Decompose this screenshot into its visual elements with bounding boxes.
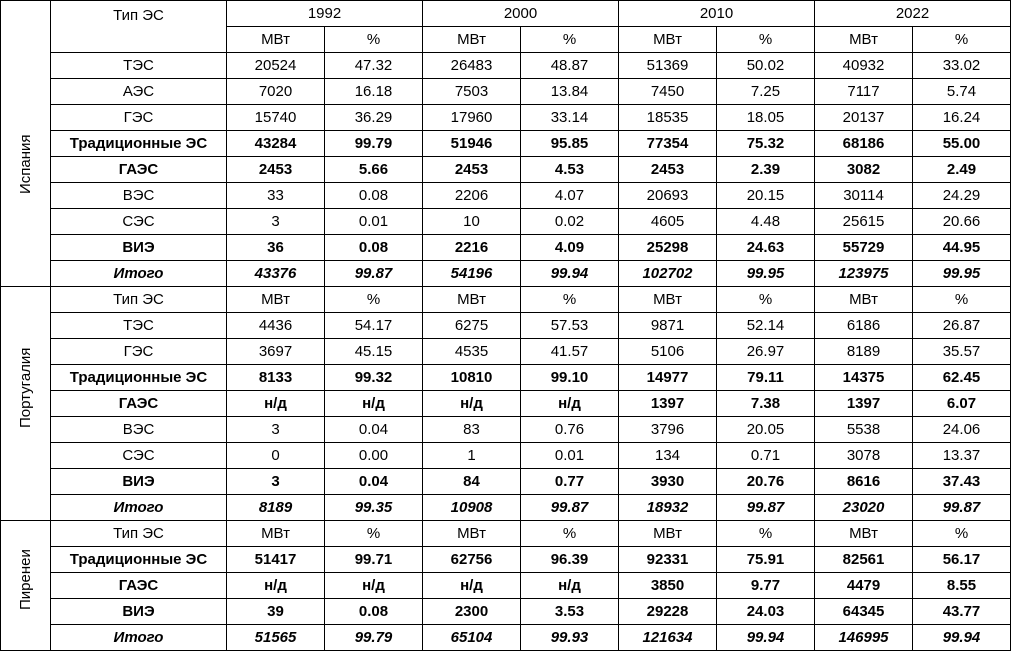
table-cell: 0.77 <box>521 469 619 495</box>
row-label: ТЭС <box>51 53 227 79</box>
table-cell: 65104 <box>423 625 521 651</box>
unit-header: % <box>717 27 815 53</box>
table-cell: 44.95 <box>913 235 1011 261</box>
table-cell: 62.45 <box>913 365 1011 391</box>
table-cell: 24.03 <box>717 599 815 625</box>
table-cell: 99.87 <box>521 495 619 521</box>
table-cell: 2453 <box>227 157 325 183</box>
table-body <box>1 1 1011 651</box>
row-label: СЭС <box>51 443 227 469</box>
table-cell: 3 <box>227 209 325 235</box>
table-cell: МВт <box>227 521 325 547</box>
table-cell: 102702 <box>619 261 717 287</box>
table-cell: 4.48 <box>717 209 815 235</box>
table-cell: 3082 <box>815 157 913 183</box>
table-cell: н/д <box>325 391 423 417</box>
row-label: ВЭС <box>51 183 227 209</box>
table-cell: 5.74 <box>913 79 1011 105</box>
table-cell: 99.87 <box>717 495 815 521</box>
table-cell: 0.02 <box>521 209 619 235</box>
table-cell: 6.07 <box>913 391 1011 417</box>
table-cell: н/д <box>423 391 521 417</box>
table-cell: н/д <box>521 391 619 417</box>
table-cell: 96.39 <box>521 547 619 573</box>
table-cell: 3 <box>227 469 325 495</box>
table-cell: 8616 <box>815 469 913 495</box>
table-row <box>1 79 1011 105</box>
table-cell: 0.08 <box>325 599 423 625</box>
row-label: Итого <box>51 625 227 651</box>
table-cell: 25298 <box>619 235 717 261</box>
table-cell: 2206 <box>423 183 521 209</box>
table-cell: 51369 <box>619 53 717 79</box>
table-cell: н/д <box>423 573 521 599</box>
row-label: АЭС <box>51 79 227 105</box>
table-cell: 2453 <box>619 157 717 183</box>
corner-cell <box>1 1 51 53</box>
table-cell: 7.38 <box>717 391 815 417</box>
table-cell: 9.77 <box>717 573 815 599</box>
table-cell: 2.49 <box>913 157 1011 183</box>
table-cell: 39 <box>227 599 325 625</box>
table-cell: 99.71 <box>325 547 423 573</box>
row-label: ГЭС <box>51 105 227 131</box>
table-cell: 20.05 <box>717 417 815 443</box>
table-cell: н/д <box>227 573 325 599</box>
table-cell: 2216 <box>423 235 521 261</box>
table-cell: 20693 <box>619 183 717 209</box>
table-row <box>1 391 1011 417</box>
table-cell: 10908 <box>423 495 521 521</box>
table-cell: 36 <box>227 235 325 261</box>
table-cell: 99.93 <box>521 625 619 651</box>
table-cell: 24.29 <box>913 183 1011 209</box>
table-row <box>1 287 1011 313</box>
table-cell: 4605 <box>619 209 717 235</box>
table-cell: 0.01 <box>521 443 619 469</box>
table-cell: 45.15 <box>325 339 423 365</box>
table-cell: 3 <box>227 417 325 443</box>
table-cell: 4.07 <box>521 183 619 209</box>
header-years-row <box>1 1 1011 27</box>
table-cell: 4.53 <box>521 157 619 183</box>
table-cell: 3078 <box>815 443 913 469</box>
table-cell: 54196 <box>423 261 521 287</box>
row-label: СЭС <box>51 209 227 235</box>
table-cell: 99.32 <box>325 365 423 391</box>
row-label: Тип ЭС <box>51 287 227 313</box>
table-row <box>1 599 1011 625</box>
table-cell: 18.05 <box>717 105 815 131</box>
table-cell: 30114 <box>815 183 913 209</box>
table-cell: 16.18 <box>325 79 423 105</box>
table-row <box>1 313 1011 339</box>
table-cell: % <box>913 287 1011 313</box>
table-cell: 10 <box>423 209 521 235</box>
table-cell: 57.53 <box>521 313 619 339</box>
row-label: Традиционные ЭС <box>51 547 227 573</box>
unit-header: МВт <box>227 27 325 53</box>
table-row <box>1 183 1011 209</box>
table-cell: 15740 <box>227 105 325 131</box>
table-cell: 3850 <box>619 573 717 599</box>
table-cell: 41.57 <box>521 339 619 365</box>
table-cell: 8.55 <box>913 573 1011 599</box>
table-cell: 99.87 <box>325 261 423 287</box>
table-cell: 92331 <box>619 547 717 573</box>
table-cell: 99.95 <box>913 261 1011 287</box>
table-cell: 20524 <box>227 53 325 79</box>
table-cell: 64345 <box>815 599 913 625</box>
table-cell: н/д <box>325 573 423 599</box>
type-header: Тип ЭС <box>51 1 227 53</box>
table-cell: 18932 <box>619 495 717 521</box>
table-row <box>1 521 1011 547</box>
table-cell: 3796 <box>619 417 717 443</box>
unit-header: % <box>325 27 423 53</box>
table-cell: 43284 <box>227 131 325 157</box>
section-label: Пиренеи <box>17 549 34 610</box>
table-cell: 5.66 <box>325 157 423 183</box>
table-cell: 3697 <box>227 339 325 365</box>
year-header: 2010 <box>619 1 815 27</box>
table-cell: 33.14 <box>521 105 619 131</box>
table-cell: 33 <box>227 183 325 209</box>
table-cell: 54.17 <box>325 313 423 339</box>
table-cell: 7450 <box>619 79 717 105</box>
table-cell: 75.91 <box>717 547 815 573</box>
table-cell: 99.79 <box>325 625 423 651</box>
table-row <box>1 495 1011 521</box>
table-cell: 5538 <box>815 417 913 443</box>
table-cell: 14977 <box>619 365 717 391</box>
table-cell: 17960 <box>423 105 521 131</box>
table-cell: 99.94 <box>913 625 1011 651</box>
row-label: ВЭС <box>51 417 227 443</box>
section-label: Испания <box>17 134 34 194</box>
table-cell: 0.04 <box>325 469 423 495</box>
table-row <box>1 131 1011 157</box>
table-cell: 79.11 <box>717 365 815 391</box>
table-cell: 26483 <box>423 53 521 79</box>
table-cell: МВт <box>619 287 717 313</box>
table-row <box>1 209 1011 235</box>
table-row <box>1 53 1011 79</box>
table-row <box>1 625 1011 651</box>
table-cell: 5106 <box>619 339 717 365</box>
table-cell: 84 <box>423 469 521 495</box>
table-cell: 82561 <box>815 547 913 573</box>
table-cell: МВт <box>619 521 717 547</box>
unit-header: МВт <box>815 27 913 53</box>
table-cell: % <box>717 287 815 313</box>
table-cell: 77354 <box>619 131 717 157</box>
table-cell: 23020 <box>815 495 913 521</box>
table-row <box>1 443 1011 469</box>
table-cell: 4.09 <box>521 235 619 261</box>
table-cell: 0.01 <box>325 209 423 235</box>
table-row <box>1 261 1011 287</box>
table-cell: 40932 <box>815 53 913 79</box>
table-cell: МВт <box>815 287 913 313</box>
table-cell: 10810 <box>423 365 521 391</box>
table-cell: 51565 <box>227 625 325 651</box>
table-cell: 0.08 <box>325 235 423 261</box>
row-label: ГАЭС <box>51 573 227 599</box>
table-cell: 75.32 <box>717 131 815 157</box>
table-cell: % <box>717 521 815 547</box>
table-cell: 3.53 <box>521 599 619 625</box>
table-cell: 56.17 <box>913 547 1011 573</box>
unit-header: МВт <box>423 27 521 53</box>
table-cell: 0.76 <box>521 417 619 443</box>
table-cell: 20137 <box>815 105 913 131</box>
table-cell: 43.77 <box>913 599 1011 625</box>
table-cell: % <box>325 287 423 313</box>
table-row <box>1 157 1011 183</box>
table-cell: 4436 <box>227 313 325 339</box>
table-cell: 83 <box>423 417 521 443</box>
table-cell: МВт <box>815 521 913 547</box>
table-cell: 1397 <box>619 391 717 417</box>
table-cell: % <box>521 287 619 313</box>
table-cell: 50.02 <box>717 53 815 79</box>
table-cell: 123975 <box>815 261 913 287</box>
table-cell: 99.79 <box>325 131 423 157</box>
table-cell: 26.87 <box>913 313 1011 339</box>
table-cell: 6186 <box>815 313 913 339</box>
row-label: Итого <box>51 495 227 521</box>
table-cell: 43376 <box>227 261 325 287</box>
table-cell: 68186 <box>815 131 913 157</box>
year-header: 2022 <box>815 1 1011 27</box>
row-label: Традиционные ЭС <box>51 131 227 157</box>
table-row <box>1 339 1011 365</box>
section-label-cell <box>1 53 51 287</box>
table-cell: 7020 <box>227 79 325 105</box>
table-cell: 8133 <box>227 365 325 391</box>
row-label: Традиционные ЭС <box>51 365 227 391</box>
table-cell: 3930 <box>619 469 717 495</box>
table-cell: 55.00 <box>913 131 1011 157</box>
table-cell: 20.15 <box>717 183 815 209</box>
table-cell: МВт <box>423 287 521 313</box>
table-cell: 18535 <box>619 105 717 131</box>
table-cell: 4535 <box>423 339 521 365</box>
table-cell: 51417 <box>227 547 325 573</box>
unit-header: % <box>521 27 619 53</box>
table-cell: н/д <box>227 391 325 417</box>
table-cell: 6275 <box>423 313 521 339</box>
table-cell: % <box>913 521 1011 547</box>
table-cell: 48.87 <box>521 53 619 79</box>
table-cell: 7117 <box>815 79 913 105</box>
table-cell: 2453 <box>423 157 521 183</box>
table-row <box>1 469 1011 495</box>
table-cell: 134 <box>619 443 717 469</box>
table-cell: 0.00 <box>325 443 423 469</box>
table-cell: МВт <box>423 521 521 547</box>
section-label: Португалия <box>17 347 34 428</box>
table-row <box>1 365 1011 391</box>
table-cell: 0.71 <box>717 443 815 469</box>
row-label: ГЭС <box>51 339 227 365</box>
table-cell: 26.97 <box>717 339 815 365</box>
year-header: 2000 <box>423 1 619 27</box>
table-cell: МВт <box>227 287 325 313</box>
table-cell: 2.39 <box>717 157 815 183</box>
table-cell: 24.63 <box>717 235 815 261</box>
table-cell: 1 <box>423 443 521 469</box>
table-row <box>1 573 1011 599</box>
table-cell: 7.25 <box>717 79 815 105</box>
table-cell: 35.57 <box>913 339 1011 365</box>
table-cell: 13.84 <box>521 79 619 105</box>
table-cell: 1397 <box>815 391 913 417</box>
table-cell: % <box>325 521 423 547</box>
row-label: ГАЭС <box>51 391 227 417</box>
table-cell: н/д <box>521 573 619 599</box>
row-label: Итого <box>51 261 227 287</box>
table-row <box>1 235 1011 261</box>
row-label: ВИЭ <box>51 235 227 261</box>
table-cell: 47.32 <box>325 53 423 79</box>
table-cell: 62756 <box>423 547 521 573</box>
table-cell: 9871 <box>619 313 717 339</box>
table-row <box>1 547 1011 573</box>
table-cell: 20.66 <box>913 209 1011 235</box>
table-cell: 99.10 <box>521 365 619 391</box>
table-cell: 8189 <box>815 339 913 365</box>
table-cell: % <box>521 521 619 547</box>
table-row <box>1 105 1011 131</box>
unit-header: МВт <box>619 27 717 53</box>
table-cell: 29228 <box>619 599 717 625</box>
table-cell: 14375 <box>815 365 913 391</box>
table-cell: 121634 <box>619 625 717 651</box>
table-cell: 0 <box>227 443 325 469</box>
table-cell: 55729 <box>815 235 913 261</box>
table-cell: 8189 <box>227 495 325 521</box>
table-cell: 51946 <box>423 131 521 157</box>
table-cell: 0.08 <box>325 183 423 209</box>
table-cell: 146995 <box>815 625 913 651</box>
table-cell: 20.76 <box>717 469 815 495</box>
table-cell: 4479 <box>815 573 913 599</box>
row-label: ВИЭ <box>51 599 227 625</box>
table-cell: 24.06 <box>913 417 1011 443</box>
row-label: Тип ЭС <box>51 521 227 547</box>
table-cell: 99.94 <box>717 625 815 651</box>
table-cell: 99.35 <box>325 495 423 521</box>
section-label-cell <box>1 287 51 521</box>
table-cell: 25615 <box>815 209 913 235</box>
table-cell: 0.04 <box>325 417 423 443</box>
table-cell: 13.37 <box>913 443 1011 469</box>
year-header: 1992 <box>227 1 423 27</box>
table-cell: 99.87 <box>913 495 1011 521</box>
table-cell: 7503 <box>423 79 521 105</box>
table-cell: 99.95 <box>717 261 815 287</box>
row-label: ТЭС <box>51 313 227 339</box>
row-label: ВИЭ <box>51 469 227 495</box>
table-cell: 16.24 <box>913 105 1011 131</box>
table-cell: 99.94 <box>521 261 619 287</box>
row-label: ГАЭС <box>51 157 227 183</box>
section-label-cell <box>1 521 51 651</box>
table-cell: 37.43 <box>913 469 1011 495</box>
table-cell: 52.14 <box>717 313 815 339</box>
table-row <box>1 417 1011 443</box>
table-cell: 95.85 <box>521 131 619 157</box>
unit-header: % <box>913 27 1011 53</box>
table-cell: 2300 <box>423 599 521 625</box>
table-cell: 33.02 <box>913 53 1011 79</box>
table-cell: 36.29 <box>325 105 423 131</box>
